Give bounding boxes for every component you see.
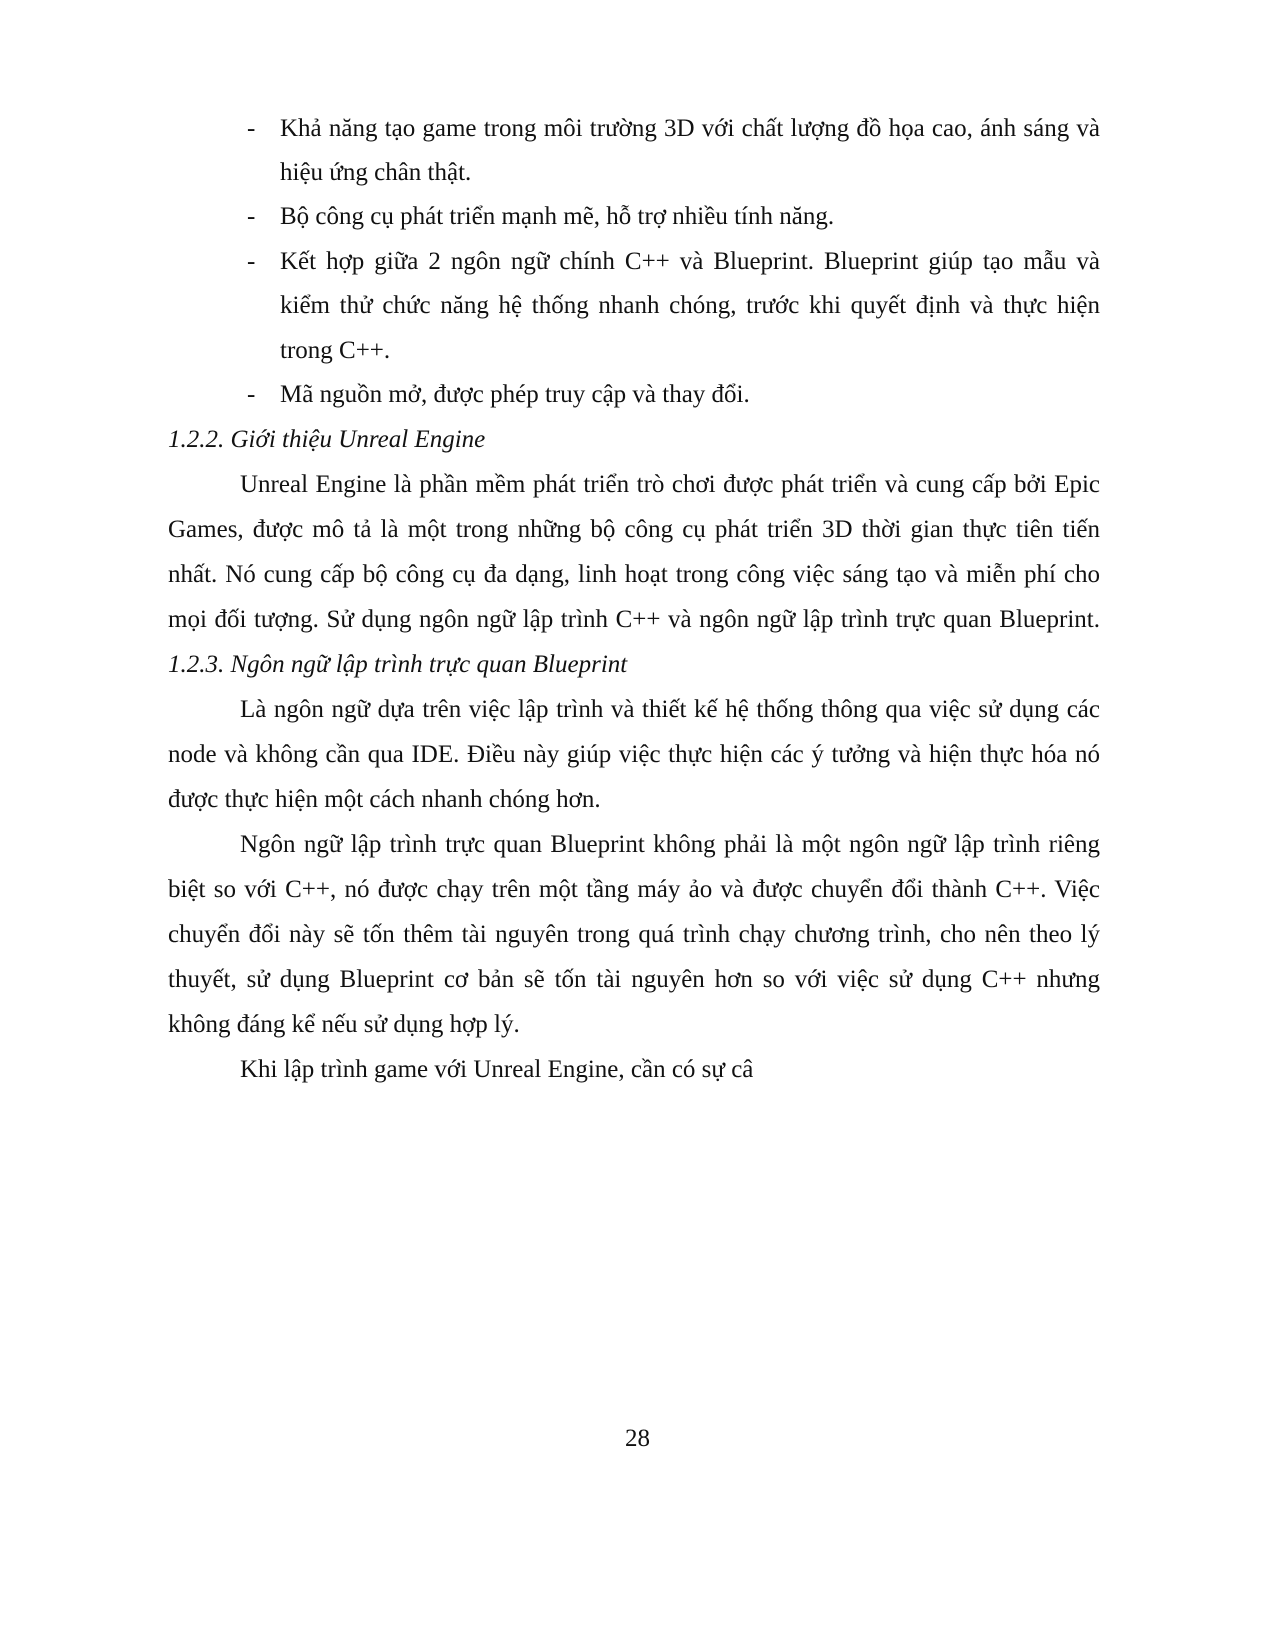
bullet-1-line-1: Khả năng tạo game trong môi trường 3D với chất lượng đồ họa cao, ánh sáng và	[280, 115, 1100, 142]
paragraph-line: biệt so với C++, nó được chạy trên một tầng máy ảo và được chuyển đổi thành C++. Việc	[168, 876, 1100, 903]
paragraph-line: thuyết, sử dụng Blueprint cơ bản sẽ tốn tài nguyên hơn so với việc sử dụng C++ nhưng	[168, 966, 1100, 993]
section-heading-1-2-2: 1.2.2. Giới thiệu Unreal Engine	[168, 426, 486, 453]
bullet-4-line-1: Mã nguồn mở, được phép truy cập và thay đổi.	[280, 381, 750, 408]
paragraph-line: Là ngôn ngữ dựa trên việc lập trình và thiết kế hệ thống thông qua việc sử dụng các	[240, 696, 1100, 723]
section-heading-1-2-3: 1.2.3. Ngôn ngữ lập trình trực quan Blueprint	[168, 651, 628, 678]
bullet-dash: -	[247, 203, 256, 230]
bullet-1-line-2: hiệu ứng chân thật.	[280, 159, 472, 186]
bullet-3-line-3: trong C++.	[280, 337, 391, 364]
paragraph-line: Ngôn ngữ lập trình trực quan Blueprint không phải là một ngôn ngữ lập trình riêng	[240, 831, 1100, 858]
paragraph-line: không đáng kể nếu sử dụng hợp lý.	[168, 1011, 520, 1038]
paragraph-line: node và không cần qua IDE. Điều này giúp việc thực hiện các ý tưởng và hiện thực hóa nó	[168, 741, 1100, 768]
paragraph-line: Games, được mô tả là một trong những bộ công cụ phát triển 3D thời gian thực tiên tiến	[168, 516, 1100, 543]
paragraph-line: được thực hiện một cách nhanh chóng hơn.	[168, 786, 601, 813]
paragraph-line: Unreal Engine là phần mềm phát triển trò chơi được phát triển và cung cấp bởi Epic	[240, 471, 1100, 498]
bullet-3-line-2: kiểm thử chức năng hệ thống nhanh chóng, trước khi quyết định và thực hiện	[280, 292, 1100, 319]
bullet-dash: -	[247, 115, 256, 142]
paragraph-line: chuyển đổi này sẽ tốn thêm tài nguyên trong quá trình chạy chương trình, cho nên theo lý	[168, 921, 1100, 948]
bullet-3-line-1: Kết hợp giữa 2 ngôn ngữ chính C++ và Blueprint. Blueprint giúp tạo mẫu và	[280, 248, 1100, 275]
bullet-dash: -	[247, 248, 256, 275]
paragraph-line: Khi lập trình game với Unreal Engine, cần có sự câ	[240, 1056, 754, 1083]
paragraph-line: mọi đối tượng. Sử dụng ngôn ngữ lập trình C++ và ngôn ngữ lập trình trực quan Blueprint.	[168, 606, 1100, 633]
bullet-2-line-1: Bộ công cụ phát triển mạnh mẽ, hỗ trợ nhiều tính năng.	[280, 203, 835, 230]
bullet-dash: -	[247, 381, 256, 408]
paragraph-line: nhất. Nó cung cấp bộ công cụ đa dạng, linh hoạt trong công việc sáng tạo và miễn phí cho	[168, 561, 1100, 588]
page-number: 28	[625, 1425, 650, 1452]
